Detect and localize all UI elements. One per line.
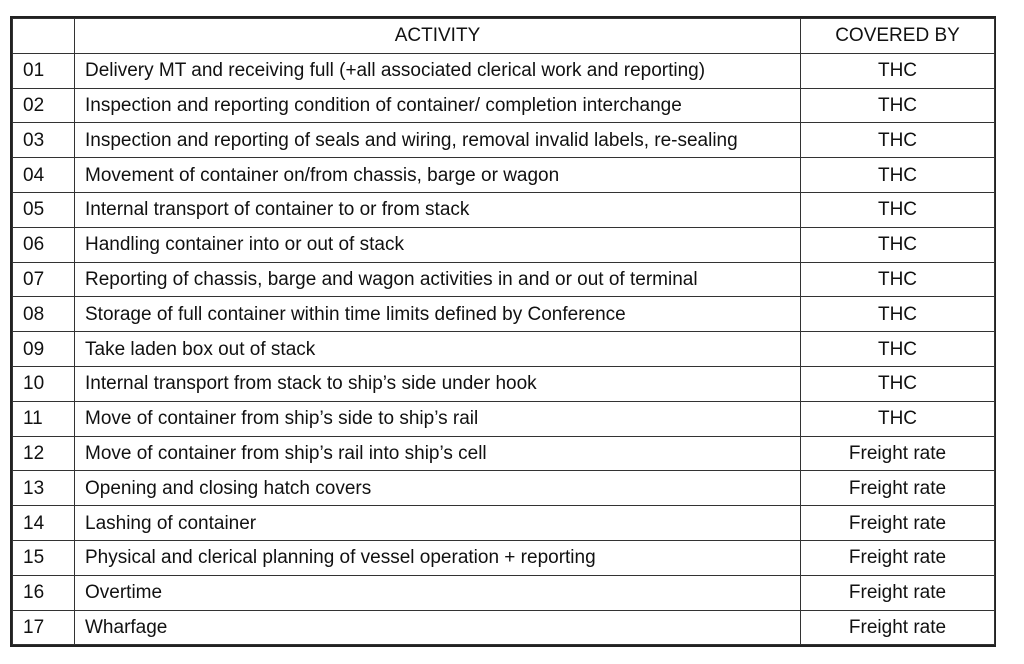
row-covered-by: Freight rate — [801, 610, 995, 645]
header-number — [13, 19, 75, 54]
row-covered-by: THC — [801, 262, 995, 297]
row-activity: Movement of container on/from chassis, barge or wagon — [75, 158, 801, 193]
header-covered-by: COVERED BY — [801, 19, 995, 54]
row-activity: Take laden box out of stack — [75, 332, 801, 367]
row-number: 11 — [13, 401, 75, 436]
row-activity: Storage of full container within time limits defined by Conference — [75, 297, 801, 332]
row-number: 14 — [13, 506, 75, 541]
header-activity: ACTIVITY — [75, 19, 801, 54]
row-covered-by: THC — [801, 401, 995, 436]
table-row — [13, 123, 995, 158]
row-covered-by: Freight rate — [801, 471, 995, 506]
table-row — [13, 610, 995, 645]
row-number: 13 — [13, 471, 75, 506]
row-covered-by: THC — [801, 53, 995, 88]
table-row — [13, 540, 995, 575]
row-activity: Handling container into or out of stack — [75, 227, 801, 262]
table-row — [13, 332, 995, 367]
row-activity: Delivery MT and receiving full (+all associated clerical work and reporting) — [75, 53, 801, 88]
row-covered-by: Freight rate — [801, 540, 995, 575]
row-activity: Lashing of container — [75, 506, 801, 541]
activity-table — [12, 18, 995, 645]
table-row — [13, 88, 995, 123]
row-covered-by: THC — [801, 297, 995, 332]
row-number: 07 — [13, 262, 75, 297]
row-number: 15 — [13, 540, 75, 575]
table-row — [13, 297, 995, 332]
row-activity: Internal transport from stack to ship’s side under hook — [75, 366, 801, 401]
table-row — [13, 262, 995, 297]
table-row — [13, 227, 995, 262]
row-activity: Wharfage — [75, 610, 801, 645]
activity-table-container — [10, 16, 996, 647]
row-covered-by: Freight rate — [801, 575, 995, 610]
row-number: 04 — [13, 158, 75, 193]
row-number: 08 — [13, 297, 75, 332]
row-activity: Move of container from ship’s side to ship’s rail — [75, 401, 801, 436]
row-number: 05 — [13, 192, 75, 227]
row-number: 16 — [13, 575, 75, 610]
table-row — [13, 575, 995, 610]
row-covered-by: Freight rate — [801, 436, 995, 471]
table-body — [13, 53, 995, 645]
table-row — [13, 471, 995, 506]
row-covered-by: THC — [801, 227, 995, 262]
row-covered-by: THC — [801, 123, 995, 158]
row-activity: Physical and clerical planning of vessel operation + reporting — [75, 540, 801, 575]
row-activity: Inspection and reporting condition of container/ completion interchange — [75, 88, 801, 123]
table-row — [13, 53, 995, 88]
table-row — [13, 192, 995, 227]
row-covered-by: THC — [801, 158, 995, 193]
row-activity: Move of container from ship’s rail into ship’s cell — [75, 436, 801, 471]
row-number: 06 — [13, 227, 75, 262]
row-number: 09 — [13, 332, 75, 367]
row-covered-by: THC — [801, 192, 995, 227]
header-row — [13, 19, 995, 54]
row-activity: Internal transport of container to or from stack — [75, 192, 801, 227]
row-activity: Reporting of chassis, barge and wagon activities in and or out of terminal — [75, 262, 801, 297]
row-covered-by: Freight rate — [801, 506, 995, 541]
row-number: 10 — [13, 366, 75, 401]
row-activity: Opening and closing hatch covers — [75, 471, 801, 506]
row-covered-by: THC — [801, 332, 995, 367]
row-number: 12 — [13, 436, 75, 471]
row-number: 01 — [13, 53, 75, 88]
row-activity: Inspection and reporting of seals and wiring, removal invalid labels, re-sealing — [75, 123, 801, 158]
table-row — [13, 401, 995, 436]
table-row — [13, 436, 995, 471]
row-number: 17 — [13, 610, 75, 645]
table-row — [13, 366, 995, 401]
table-row — [13, 506, 995, 541]
row-number: 02 — [13, 88, 75, 123]
row-covered-by: THC — [801, 366, 995, 401]
table-row — [13, 158, 995, 193]
row-activity: Overtime — [75, 575, 801, 610]
row-covered-by: THC — [801, 88, 995, 123]
row-number: 03 — [13, 123, 75, 158]
